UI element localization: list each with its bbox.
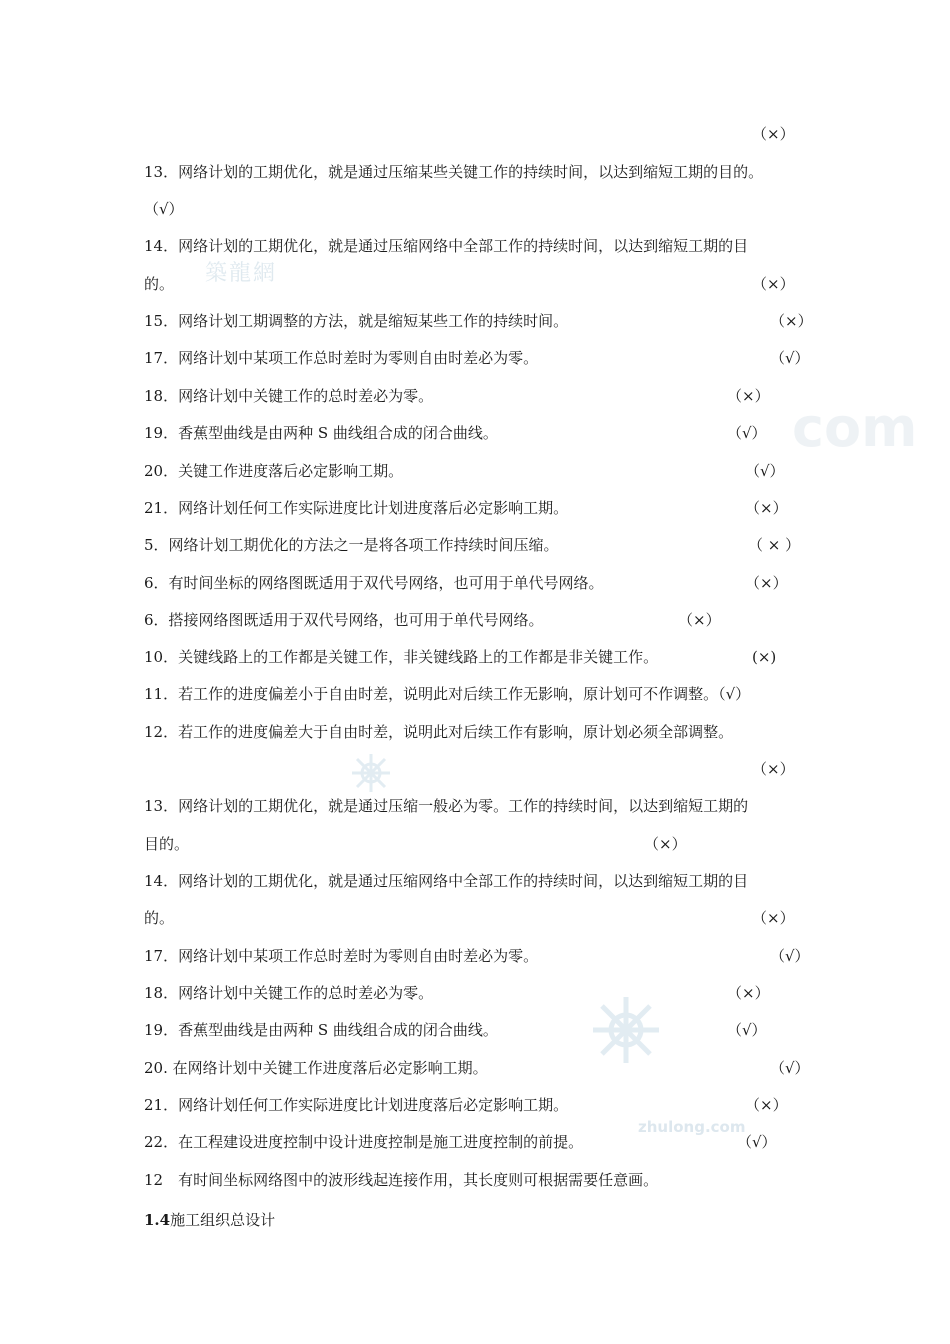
answer-mark: （√）: [770, 349, 810, 367]
answer-mark: （×）: [644, 835, 687, 853]
question-text: 的。: [144, 275, 175, 293]
question-text: 21．网络计划任何工作实际进度比计划进度落后必定影响工期。: [144, 499, 569, 517]
question-text: 13．网络计划的工期优化，就是通过压缩某些关键工作的持续时间，以达到缩短工期的目的。: [144, 163, 764, 181]
question-text: 21．网络计划任何工作实际进度比计划进度落后必定影响工期。: [144, 1096, 569, 1114]
answer-mark: （×）: [752, 760, 795, 778]
question-text: （√）: [144, 200, 184, 218]
answer-mark: （√）: [745, 462, 785, 480]
answer-mark: （×）: [727, 984, 770, 1002]
answer-mark: （×）: [752, 275, 795, 293]
answer-mark: （×）: [752, 125, 795, 143]
question-text: 20. 在网络计划中关键工作进度落后必定影响工期。: [144, 1059, 488, 1077]
watermark-com-text: com: [792, 396, 918, 459]
question-text: 6．搭接网络图既适用于双代号网络，也可用于单代号网络。: [144, 611, 544, 629]
question-text: 19．香蕉型曲线是由两种 S 曲线组合成的闭合曲线。: [144, 1021, 498, 1039]
question-text: 10．关键线路上的工作都是关键工作，非关键线路上的工作都是非关键工作。: [144, 648, 659, 666]
answer-mark: （√）: [737, 1133, 777, 1151]
question-text: 5．网络计划工期优化的方法之一是将各项工作持续时间压缩。: [144, 536, 559, 554]
answer-mark: （×）: [678, 611, 721, 629]
question-text: 18．网络计划中关键工作的总时差必为零。: [144, 387, 434, 405]
watermark-site-text: zhulong.com: [638, 1118, 746, 1136]
section-heading: [144, 1210, 275, 1230]
answer-mark: （√）: [727, 424, 767, 442]
question-text: 17．网络计划中某项工作总时差时为零则自由时差必为零。: [144, 947, 539, 965]
question-text: 的。: [144, 909, 175, 927]
question-text: 12 有时间坐标网络图中的波形线起连接作用，其长度则可根据需要任意画。: [144, 1171, 659, 1189]
answer-mark: （×）: [745, 499, 788, 517]
answer-mark: (×): [752, 648, 777, 666]
question-text: 12．若工作的进度偏差大于自由时差，说明此对后续工作有影响，原计划必须全部调整。: [144, 723, 734, 741]
question-text: 19．香蕉型曲线是由两种 S 曲线组合成的闭合曲线。: [144, 424, 498, 442]
question-text: 14．网络计划的工期优化，就是通过压缩网络中全部工作的持续时间，以达到缩短工期的目: [144, 872, 749, 890]
question-text: 6．有时间坐标的网络图既适用于双代号网络，也可用于单代号网络。: [144, 574, 604, 592]
answer-mark: （×）: [727, 387, 770, 405]
section-title: 施工组织总设计: [170, 1211, 276, 1229]
answer-mark: （ × ）: [748, 536, 801, 554]
answer-mark: （×）: [745, 574, 788, 592]
question-text: 11．若工作的进度偏差小于自由时差，说明此对后续工作无影响，原计划可不作调整。（√）: [144, 685, 751, 703]
question-text: 18．网络计划中关键工作的总时差必为零。: [144, 984, 434, 1002]
answer-mark: （×）: [770, 312, 813, 330]
answer-mark: （√）: [770, 947, 810, 965]
watermark-snowflake-icon: [590, 994, 662, 1066]
question-text: 15．网络计划工期调整的方法，就是缩短某些工作的持续时间。: [144, 312, 569, 330]
section-number: 1.4: [144, 1211, 171, 1229]
watermark-cn-text: 築龍網: [205, 261, 278, 286]
question-text: 目的。: [144, 835, 190, 853]
answer-mark: （×）: [745, 1096, 788, 1114]
question-text: 17．网络计划中某项工作总时差时为零则自由时差必为零。: [144, 349, 539, 367]
question-text: 14．网络计划的工期优化，就是通过压缩网络中全部工作的持续时间，以达到缩短工期的目: [144, 237, 749, 255]
question-text: 13．网络计划的工期优化，就是通过压缩一般必为零。工作的持续时间，以达到缩短工期的: [144, 797, 749, 815]
question-text: 22．在工程建设进度控制中设计进度控制是施工进度控制的前提。: [144, 1133, 584, 1151]
watermark-snowflake-icon: [350, 752, 392, 794]
answer-mark: （√）: [727, 1021, 767, 1039]
answer-mark: （√）: [770, 1059, 810, 1077]
answer-mark: （×）: [752, 909, 795, 927]
question-text: 20．关键工作进度落后必定影响工期。: [144, 462, 404, 480]
